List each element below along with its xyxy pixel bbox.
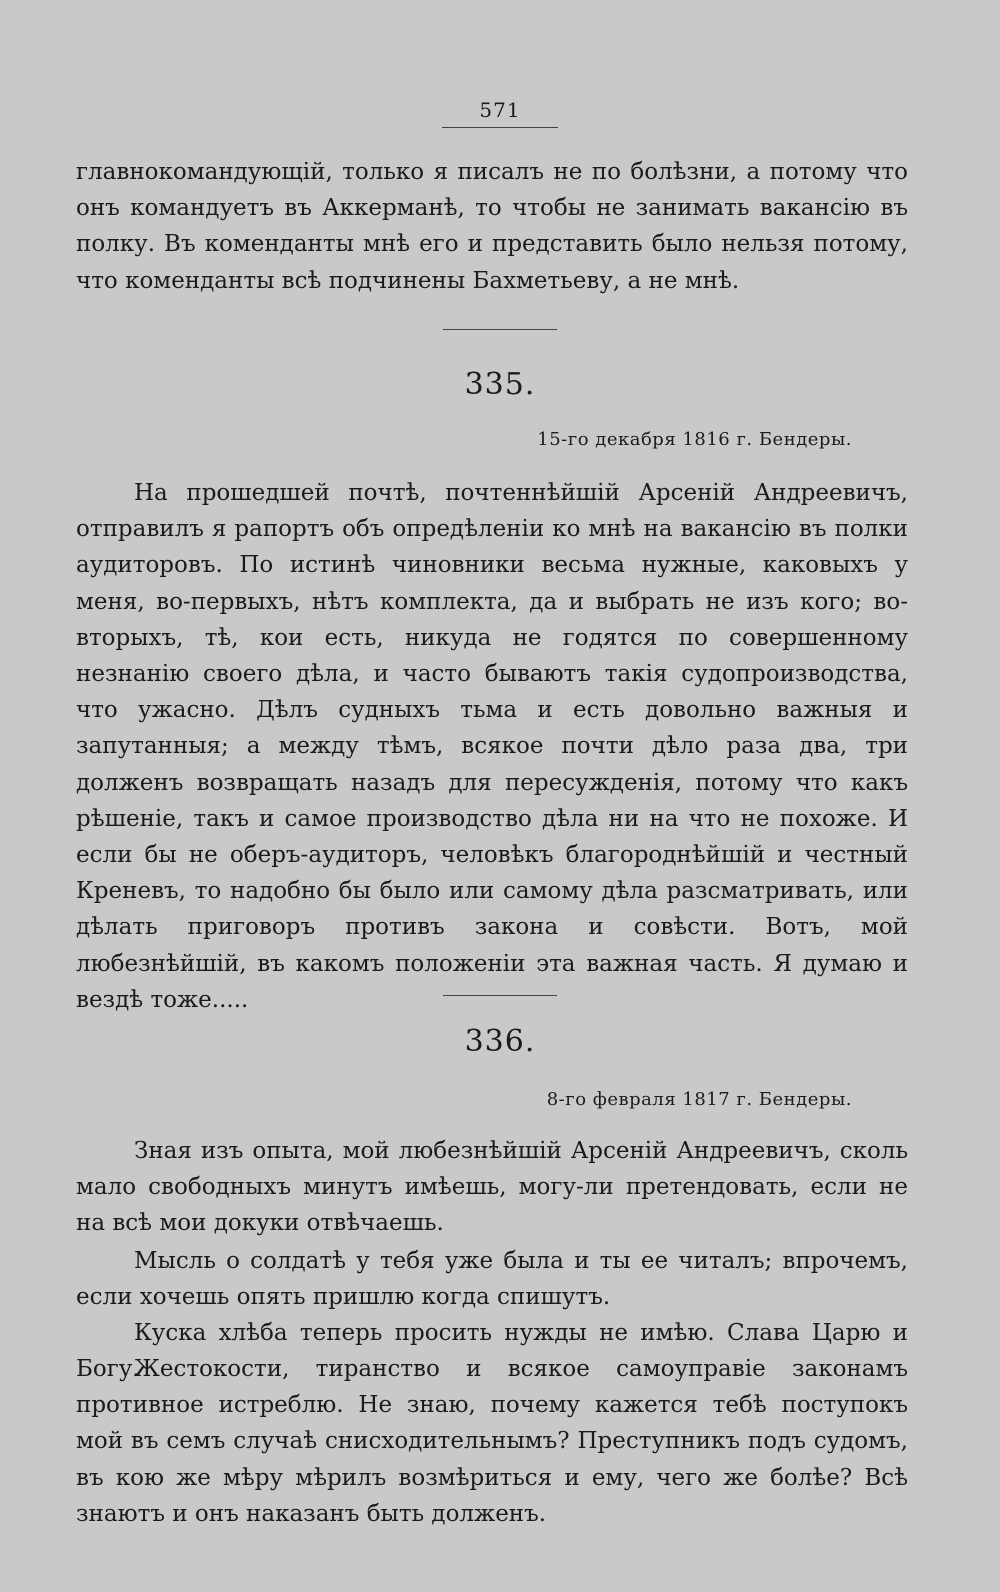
letter-dateline: 15-го декабря 1816 г. Бендеры. bbox=[537, 429, 852, 450]
letter-paragraph: Мысль о солдатѣ у тебя уже была и ты ее читалъ; впрочемъ, если хочешь опять пришлю когда спишутъ. bbox=[76, 1248, 908, 1311]
section-divider bbox=[443, 995, 557, 996]
letter-paragraph: Куска хлѣба теперь просить нужды не имѣю. Слава Царю и Богу. bbox=[76, 1320, 908, 1383]
page-number: 571 bbox=[479, 98, 521, 122]
letter-paragraph: Жестокости, тиранство и всякое самоуправіе законамъ противное истреблю. Не знаю, почему кажется тебѣ поступокъ мой въ семъ случаѣ снисходительнымъ? Преступникъ подъ судомъ, въ кою же мѣру мѣрилъ возмѣриться и ему, чего же болѣе? Всѣ знаютъ и онъ наказанъ быть долженъ. bbox=[76, 1356, 908, 1527]
letter-dateline: 8-го февраля 1817 г. Бендеры. bbox=[546, 1089, 852, 1110]
letter-paragraph: Зная изъ опыта, мой любезнѣйшій Арсеній Андреевичъ, сколь мало свободныхъ минутъ имѣешь, могу-ли претендовать, если не на всѣ мои докуки отвѣчаешь. bbox=[76, 1138, 908, 1237]
section-divider bbox=[443, 329, 557, 330]
page-number-rule bbox=[442, 127, 558, 128]
letter-number: 336. bbox=[464, 1024, 536, 1059]
continuation-paragraph: главнокомандующій, только я писалъ не по болѣзни, а потому что онъ командуетъ въ Аккерманѣ, то чтобы не занимать вакансію въ полку. Въ коменданты мнѣ его и представить было нельзя потому, что коменданты всѣ подчинены Бахметьеву, а не мнѣ. bbox=[76, 159, 908, 294]
letter-paragraph: На прошедшей почтѣ, почтеннѣйшій Арсеній Андреевичъ, отправилъ я рапортъ объ опредѣленіи ко мнѣ на вакансію въ полки аудиторовъ. По истинѣ чиновники весьма нужные, каковыхъ у меня, во-первыхъ, нѣтъ комплекта, да и выбрать не изъ кого; во-вторыхъ, тѣ, кои есть, никуда не годятся по совершенному незнанію своего дѣла, и часто бываютъ такія судопроизводства, что ужасно. Дѣлъ судныхъ тьма и есть довольно важныя и запутанныя; а между тѣмъ, всякое почти дѣло раза два, три долженъ возвращать назадъ для пересужденія, потому что какъ рѣшеніе, такъ и самое производство дѣла ни на что не похоже. И если бы не оберъ-аудиторъ, человѣкъ благороднѣйшій и честный Креневъ, то надобно бы было или самому дѣла разсматривать, или дѣлать приговоръ противъ закона и совѣсти. Вотъ, мой любезнѣйшій, въ какомъ положеніи эта важная часть. Я думаю и вездѣ тоже..... bbox=[76, 480, 908, 1013]
letter-number: 335. bbox=[464, 367, 536, 402]
